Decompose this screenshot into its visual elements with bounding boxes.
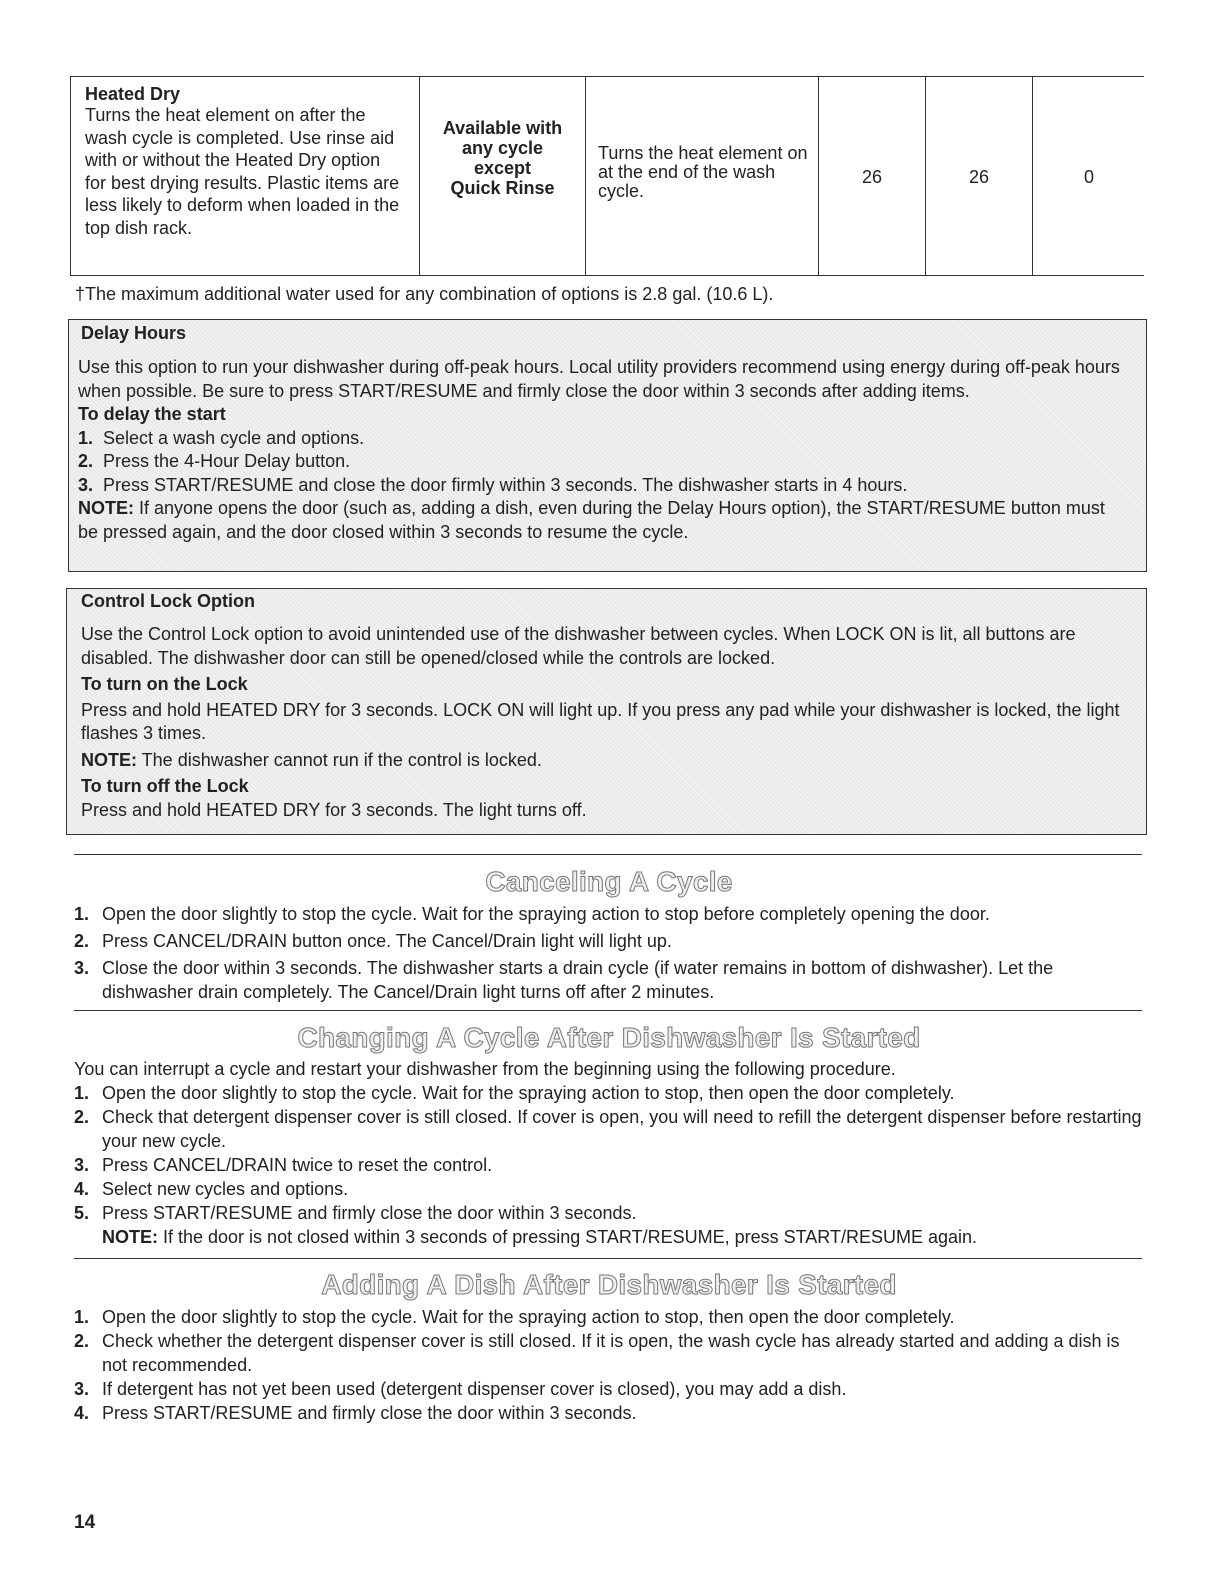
control-lock-intro: Use the Control Lock option to avoid unintended use of the dishwasher between cycles. When LOCK ON is lit, all buttons are disabled. The dishwasher door can still be opened/closed while the controls are locked.	[81, 624, 1076, 668]
adding-steps	[74, 1305, 1144, 1425]
list-item: 5. Press START/RESUME and firmly close the door within 3 seconds.	[74, 1203, 637, 1223]
list-item: 3. Press START/RESUME and close the door firmly within 3 seconds. The dishwasher starts in 4 hours.	[78, 474, 908, 495]
list-item: 2. Check whether the detergent dispenser cover is still closed. If it is open, the wash cycle has already started and adding a dish is not recommended.	[74, 1331, 1120, 1375]
list-item: 3. Press CANCEL/DRAIN twice to reset the control.	[74, 1155, 493, 1175]
section-divider	[74, 854, 1142, 855]
lock-on-subhead: To turn on the Lock	[81, 674, 248, 694]
list-item: 2. Check that detergent dispenser cover is still closed. If cover is open, you will need to refill the detergent dispenser before restarting your new cycle.	[74, 1107, 1142, 1151]
section-divider	[74, 1010, 1142, 1011]
page-number: 14	[74, 1512, 96, 1533]
option-description: Turns the heat element on after the wash cycle is completed. Use rinse aid with or without the Heated Dry option for best drying results. Plastic items are less likely to deform when loaded in the top dish rack.	[85, 105, 400, 238]
note: NOTE: If the door is not closed within 3 seconds of pressing START/RESUME, press START/RESUME again.	[102, 1227, 977, 1247]
delay-hours-body	[78, 356, 1128, 544]
list-item: 1. Open the door slightly to stop the cycle. Wait for the spraying action to stop, then open the door completely.	[74, 1083, 955, 1103]
delay-hours-title: Delay Hours	[81, 323, 187, 343]
availability-line: except	[473, 158, 532, 178]
list-item: 1. Open the door slightly to stop the cycle. Wait for the spraying action to stop, then open the door completely.	[74, 1307, 955, 1327]
changing-intro: You can interrupt a cycle and restart your dishwasher from the beginning using the following procedure.	[74, 1059, 896, 1079]
delay-hours-box	[68, 319, 1147, 572]
heated-dry-table-row	[70, 76, 1144, 276]
lock-off-subhead: To turn off the Lock	[81, 776, 249, 796]
note: NOTE: The dishwasher cannot run if the control is locked.	[81, 749, 542, 770]
changing-title: Changing A Cycle After Dishwasher Is Started	[297, 1022, 921, 1053]
list-item: 4. Press START/RESUME and firmly close the door within 3 seconds.	[74, 1403, 637, 1423]
availability-line: Available with	[442, 118, 563, 138]
footnote: †The maximum additional water used for any combination of options is 2.8 gal. (10.6 L).	[75, 284, 774, 304]
control-lock-title: Control Lock Option	[81, 591, 255, 611]
list-item: 3. Close the door within 3 seconds. The dishwasher starts a drain cycle (if water remains in bottom of dishwasher). Let the dishwasher drain completely. The Cancel/Drain light turns off after 2 minutes.	[74, 958, 1054, 1002]
list-item: 1. Open the door slightly to stop the cycle. Wait for the spraying action to stop before completely opening the door.	[74, 904, 990, 924]
lock-on-text: Press and hold HEATED DRY for 3 seconds. LOCK ON will light up. If you press any pad while your dishwasher is locked, the light flashes 3 times.	[81, 699, 1120, 743]
value-cell: 26	[925, 77, 1032, 275]
canceling-steps	[74, 902, 1144, 1004]
list-item: 1. Select a wash cycle and options.	[78, 427, 365, 448]
value-cell: 26	[818, 77, 925, 275]
note: NOTE: If anyone opens the door (such as, adding a dish, even during the Delay Hours option), the START/RESUME button must be pressed again, and the door closed within 3 seconds to resume the cycle.	[78, 498, 1105, 542]
section-divider	[74, 1258, 1142, 1259]
delay-hours-intro: Use this option to run your dishwasher during off-peak hours. Local utility providers recommend using energy during off-peak hours when possible. Be sure to press START/RESUME and firmly close the door within 3 seconds after adding items.	[78, 357, 1120, 401]
changing-steps	[74, 1057, 1144, 1249]
control-lock-box	[66, 588, 1147, 835]
delay-start-subhead: To delay the start	[78, 404, 226, 424]
function-cell: Turns the heat element on at the end of the wash cycle.	[585, 77, 818, 275]
control-lock-body	[81, 623, 1121, 822]
list-item: 2. Press CANCEL/DRAIN button once. The Cancel/Drain light will light up.	[74, 931, 672, 951]
list-item: 3. If detergent has not yet been used (detergent dispenser cover is closed), you may add a dish.	[74, 1379, 847, 1399]
value-cell: 0	[1032, 77, 1145, 275]
adding-title: Adding A Dish After Dishwasher Is Started	[321, 1269, 897, 1300]
availability-line: any cycle	[461, 138, 544, 158]
availability-line: Quick Rinse	[450, 178, 555, 198]
option-title: Heated Dry	[85, 84, 181, 104]
option-name-cell	[71, 77, 419, 275]
availability-cell	[419, 77, 585, 275]
list-item: 2. Press the 4-Hour Delay button.	[78, 451, 351, 471]
lock-off-text: Press and hold HEATED DRY for 3 seconds. The light turns off.	[81, 799, 587, 820]
canceling-title: Canceling A Cycle	[485, 866, 733, 897]
list-item: 4. Select new cycles and options.	[74, 1179, 349, 1199]
